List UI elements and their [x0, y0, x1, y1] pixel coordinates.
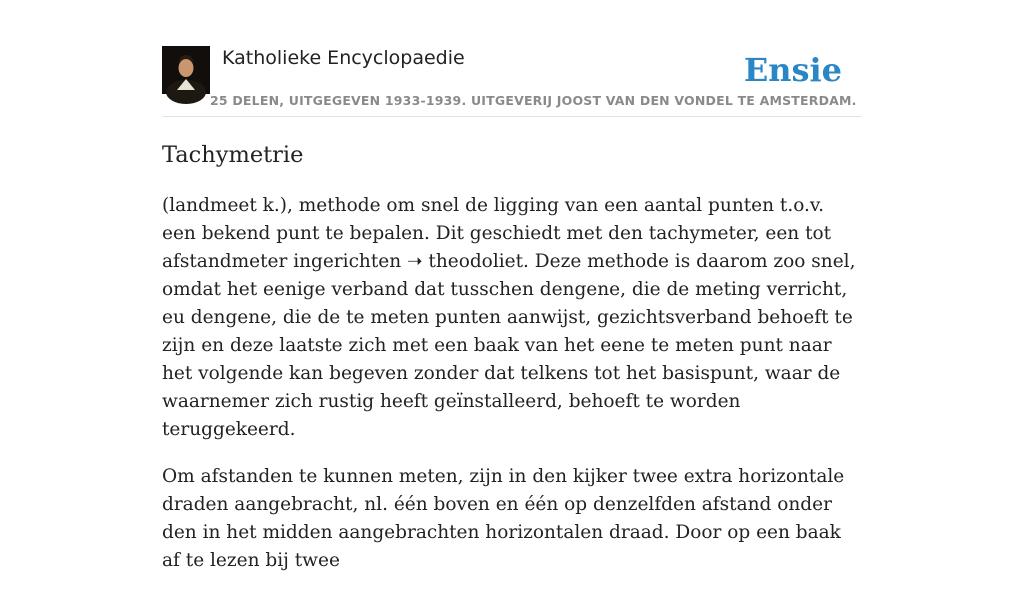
article-paragraph: Om afstanden te kunnen meten, zijn in den kijker twee extra horizontale draden aangebracht, nl. één boven en één op denzelfden afstand onder den in het midden aangebrachten horizontalen draad. Door op een baak af te lezen bij twee: [162, 466, 845, 571]
source-title[interactable]: Katholieke Encyclopaedie: [222, 47, 465, 69]
article-title: Tachymetrie: [162, 142, 304, 168]
article-body: [162, 192, 862, 594]
source-subtitle: 25 DELEN, UITGEGEVEN 1933-1939. UITGEVERIJ JOOST VAN DEN VONDEL TE AMSTERDAM.: [210, 93, 857, 108]
source-avatar[interactable]: [162, 46, 210, 94]
brand-logo-link[interactable]: Ensie: [743, 51, 842, 89]
source-header: [162, 46, 862, 117]
article-paragraph: (landmeet k.), methode om snel de ligging van een aantal punten t.o.v. een bekend punt te bepalen. Dit geschiedt met den tachymeter, een tot afstandmeter ingerichten ➝ theodoliet. Deze methode is daarom zoo snel, omdat het eenige verband dat tusschen dengene, die de meting verricht, eu dengene, die de te meten punten aanwijst, gezichtsverband behoeft te zijn en deze laatste zich met een baak van het eene te meten punt naar het volgende kan begeven zonder dat telkens tot het basispunt, waar de waarnemer zich rustig heeft geïnstalleerd, behoeft te worden teruggekeerd.: [162, 195, 856, 440]
portrait-icon: [162, 46, 210, 94]
